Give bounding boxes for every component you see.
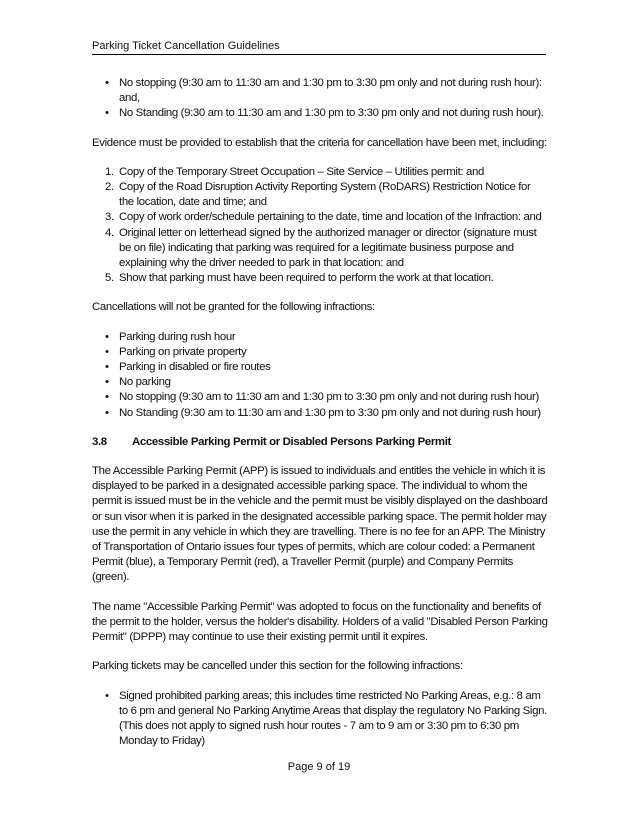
not-granted-list: [92, 330, 548, 421]
item-number: 4.: [105, 226, 114, 239]
item-text: Show that parking must have been required to perform the work at that location.: [119, 272, 494, 285]
item-number: 2.: [105, 181, 114, 194]
page-footer: [0, 761, 638, 773]
section-heading: [92, 435, 548, 450]
page-header: [92, 40, 546, 55]
list-item: [92, 180, 548, 210]
section-number: 3.8: [92, 435, 107, 448]
page-number: Page 9 of 19: [287, 761, 351, 773]
list-item: • No parking: [92, 375, 548, 390]
app-description: The Accessible Parking Permit (APP) is issued to individuals and entitles the vehicle in which it is displayed to be parked in a designated accessible parking space. The individual to whom the permit is issued must be in the vehicle and the permit must be visibly displayed on the dashboard or sun visor when it is parked in the designated accessible parking space. The permit holder may use the permit in any vehicle in which they are travelling. There is no fee for an APP. The Ministry of Transportation of Ontario issues four types of permits, which are colour coded: a Permanent Permit (blue), a Temporary Permit (red), a Traveller Permit (purple) and Company Permits (green).: [92, 465, 548, 584]
list-item: • No stopping (9:30 am to 11:30 am and 1:30 pm to 3:30 pm only and not during rush hour): and,: [92, 76, 548, 106]
top-bullet-list: [92, 76, 548, 122]
item-text: Copy of the Temporary Street Occupation – Site Service – Utilities permit: and: [119, 165, 485, 178]
list-item: • No stopping (9:30 am to 11:30 am and 1:30 pm to 3:30 pm only and not during rush hour): [92, 390, 548, 405]
not-granted-intro: Cancellations will not be granted for the following infractions:: [92, 301, 375, 314]
item-text: Copy of the Road Disruption Activity Reporting System (RoDARS) Restriction Notice for the location, date and time; and: [119, 181, 531, 209]
list-item: [92, 165, 548, 180]
evidence-intro: Evidence must be provided to establish that the criteria for cancellation have been met, including:: [92, 136, 547, 149]
header-title: Parking Ticket Cancellation Guidelines: [92, 40, 280, 52]
item-number: 3.: [105, 211, 114, 224]
list-item: • Parking on private property: [92, 345, 548, 360]
item-text: Copy of work order/schedule pertaining to the date, time and location of the Infraction: and: [119, 211, 542, 224]
evidence-list: [92, 165, 548, 287]
cancellable-list: [92, 689, 548, 750]
list-item: [92, 210, 548, 225]
list-item: • Parking during rush hour: [92, 330, 548, 345]
item-number: 5.: [105, 272, 114, 285]
list-item: • Parking in disabled or fire routes: [92, 360, 548, 375]
list-item: • Signed prohibited parking areas; this includes time restricted No Parking Areas, e.g.: 8 am to 6 pm and general No Parking Anytime Areas that display the regulatory No Parking Sign. (This does not apply to signed rush hour routes - 7 am to 9 am or 3:30 pm to 6:30 pm Monday to Friday): [92, 689, 548, 750]
cancellable-intro: Parking tickets may be cancelled under this section for the following infractions:: [92, 660, 463, 673]
list-item: • No Standing (9:30 am to 11:30 am and 1:30 pm to 3:30 pm only and not during rush hour): [92, 406, 548, 421]
app-name-note: The name "Accessible Parking Permit" was adopted to focus on the functionality and benefits of the permit to the holder, versus the holder's disability. Holders of a valid "Disabled Person Parking Permit" (DPPP) may continue to use their existing permit until it expires.: [92, 600, 548, 644]
list-item: [92, 226, 548, 272]
list-item: [92, 271, 548, 286]
list-item: • No Standing (9:30 am to 11:30 am and 1:30 pm to 3:30 pm only and not during rush hour).: [92, 106, 548, 121]
section-title: Accessible Parking Permit or Disabled Persons Parking Permit: [132, 435, 451, 448]
item-text: Original letter on letterhead signed by the authorized manager or director (signature must be on file) indicating that parking was required for a legitimate business purpose and explaining why the driver needed to park in that location: and: [119, 226, 537, 270]
document-body: [92, 76, 548, 763]
item-number: 1.: [105, 165, 114, 178]
